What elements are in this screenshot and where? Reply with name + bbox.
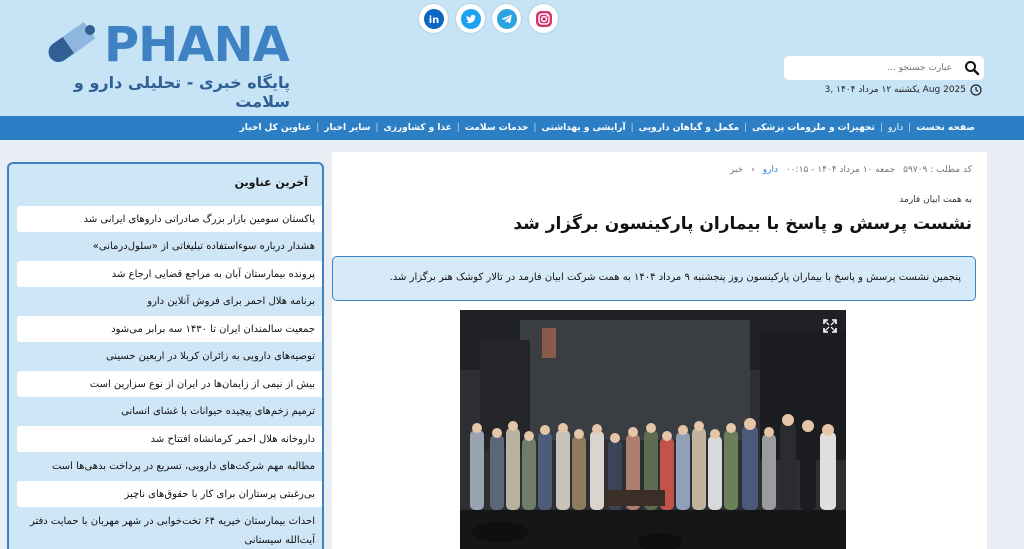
- article-rutitr: به همت ابیان فارمد: [899, 195, 972, 205]
- headline-item[interactable]: بی‌رغبتی پرستاران برای کار با حقوق‌های ناچیز: [17, 481, 324, 507]
- headline-item[interactable]: احداث بیمارستان خیریه ۶۴ تخت‌خوابی در شهر مهربان با حمایت دفتر: [29, 516, 315, 527]
- main-nav: [0, 116, 1024, 140]
- search-button[interactable]: [960, 56, 984, 80]
- nav-separator: |: [908, 123, 912, 133]
- article-title: نشست پرسش و پاسخ با بیماران پارکینسون برگزار شد: [513, 214, 972, 234]
- search-box: [784, 56, 984, 80]
- site-tagline: پایگاه خبری - تحلیلی دارو و سلامت: [73, 73, 290, 111]
- linkedin-icon[interactable]: [419, 4, 448, 33]
- nav-separator: |: [456, 123, 460, 133]
- nav-separator: |: [879, 123, 883, 133]
- twitter-icon[interactable]: [456, 4, 485, 33]
- sidebar-title: آخرین عناوین: [234, 176, 308, 189]
- article-code: کد مطلب : ۵۹۷۰۹: [903, 165, 972, 175]
- article-lead: پنجمین نشست پرسش و پاسخ با بیماران پارکینسون روز پنجشنبه ۹ مرداد ۱۴۰۴ به همت شرکت ابیان فارمد در تالار کوشک هنر برگزار شد.: [332, 256, 976, 301]
- site-logo[interactable]: [40, 17, 290, 73]
- headline-item[interactable]: پرونده بیمارستان آبان به مراجع قضایی ارجاع شد: [17, 261, 324, 287]
- clock-icon: [970, 84, 982, 96]
- svg-text:in: in: [428, 14, 439, 26]
- headline-item[interactable]: جمعیت سالمندان ایران تا ۱۴۳۰ سه برابر می‌شود: [17, 316, 324, 342]
- nav-separator: |: [744, 123, 748, 133]
- instagram-icon[interactable]: [529, 4, 558, 33]
- headline-item[interactable]: هشدار درباره سوءاستفاده تبلیغاتی از «سلول‌درمانی»: [92, 241, 315, 252]
- nav-cosmetics[interactable]: آرایشی و بهداشتی: [541, 123, 626, 133]
- headline-item[interactable]: برنامه هلال احمر برای فروش آنلاین دارو: [147, 296, 315, 307]
- article-panel: [332, 152, 987, 549]
- headline-item-continued[interactable]: آیت‌الله سیستانی: [244, 535, 315, 546]
- publish-date: جمعه ۱۰ مرداد ۱۴۰۴ - ۰۰:۱۵: [785, 165, 896, 175]
- breadcrumb-category[interactable]: دارو: [762, 165, 778, 175]
- site-header: [0, 0, 1024, 116]
- article-photo[interactable]: [460, 310, 846, 549]
- nav-separator: |: [375, 123, 379, 133]
- nav-separator: |: [316, 123, 320, 133]
- latest-headlines-panel: [7, 162, 324, 549]
- event-photo: [460, 310, 846, 549]
- breadcrumb-news[interactable]: خبر: [729, 165, 744, 175]
- search-input[interactable]: [784, 56, 960, 80]
- headline-item[interactable]: داروخانه هلال احمر کرمانشاه افتتاح شد: [17, 426, 324, 452]
- nav-separator: |: [630, 123, 634, 133]
- headline-item[interactable]: مطالبه مهم شرکت‌های دارویی، تسریع در پرداخت بدهی‌ها است: [51, 461, 315, 472]
- search-icon: [964, 60, 980, 76]
- nav-supplements[interactable]: مکمل و گیاهان دارویی: [638, 123, 740, 133]
- nav-home[interactable]: صفحه نخست: [916, 123, 975, 133]
- headline-item[interactable]: پاکستان سومین بازار بزرگ صادراتی داروهای ایرانی شد: [17, 206, 324, 232]
- nav-separator: |: [533, 123, 537, 133]
- nav-drug[interactable]: دارو: [887, 123, 904, 133]
- nav-equipment[interactable]: تجهیزات و ملزومات پزشکی: [752, 123, 875, 133]
- nav-all-headlines[interactable]: عناوین کل اخبار: [239, 123, 312, 133]
- current-date: [820, 84, 982, 96]
- expand-icon[interactable]: [822, 318, 838, 334]
- nav-food-agriculture[interactable]: غذا و کشاورزی: [383, 123, 452, 133]
- breadcrumb: [730, 165, 972, 175]
- pill-logo-icon: [40, 22, 100, 66]
- logo-wordmark: PHANA: [104, 17, 289, 73]
- nav-health-services[interactable]: خدمات سلامت: [464, 123, 529, 133]
- headline-item[interactable]: بیش از نیمی از زایمان‌ها در ایران از نوع سزارین است: [17, 371, 324, 397]
- headline-item[interactable]: توصیه‌های دارویی به زائران کربلا در اربعین حسینی: [105, 351, 315, 362]
- headline-item[interactable]: ترمیم زخم‌های پیچیده حیوانات با غشای انسانی: [121, 406, 315, 417]
- date-text: یکشنبه ۱۲ مرداد ۱۴۰۴ ,3 Aug 2025: [824, 85, 966, 95]
- telegram-icon[interactable]: [492, 4, 521, 33]
- nav-other-news[interactable]: سایر اخبار: [324, 123, 371, 133]
- chevron-left-icon: ‹: [751, 165, 755, 175]
